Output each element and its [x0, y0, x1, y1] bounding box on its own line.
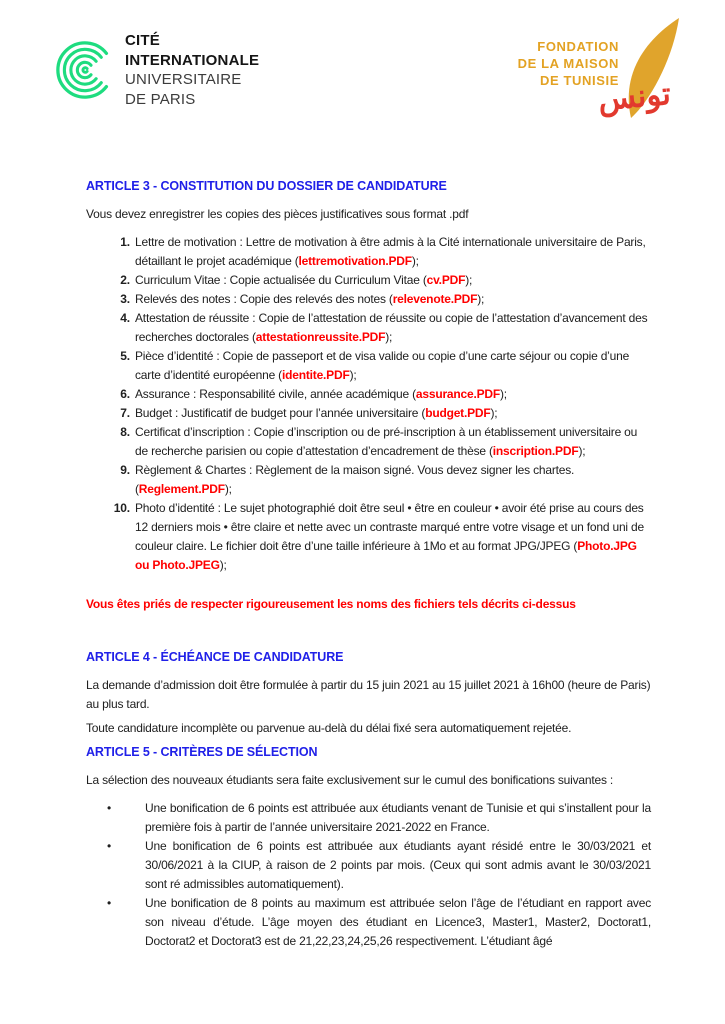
- attachment-description-end: );: [578, 444, 586, 458]
- attachment-item: [133, 271, 651, 290]
- bonus-item: [107, 799, 651, 837]
- attachment-description: Pièce d’identité : Copie de passeport et de visa valide ou copie d’une carte séjour ou copie d’une carte d’identité européenne (: [135, 349, 630, 382]
- attachment-item: [133, 423, 651, 461]
- attachment-item: [133, 347, 651, 385]
- bonus-item: [107, 837, 651, 894]
- bullet-icon: •: [107, 801, 112, 815]
- attachment-filename: relevenote.PDF: [392, 292, 478, 306]
- attachment-item: [133, 309, 651, 347]
- attachment-description: Certificat d’inscription : Copie d’inscription ou de pré-inscription à un établissement universitaire ou de recherche parisien ou copie d’attestation d’encadrement de thèse (: [135, 425, 638, 458]
- attachment-filename: lettremotivation.PDF: [298, 254, 412, 268]
- bonus-item-text: Une bonification de 6 points est attribuée aux étudiants ayant résidé entre le 30/03/2021 et 30/06/2021 à la CIUP, à raison de 2 points par mois. (Ceux qui sont admis avant le 30/03/2021 sont ré admissibles automatiquement).: [145, 839, 651, 891]
- attachment-list: [86, 233, 651, 575]
- article5-title: ARTICLE 5 - CRITÈRES DE SÉLECTION: [86, 745, 318, 759]
- attachment-description-end: );: [500, 387, 507, 401]
- attachment-item: [133, 233, 651, 271]
- fmt-line-maison: DE LA MAISON: [517, 56, 619, 71]
- attachment-filename: budget.PDF: [425, 406, 491, 420]
- article4-rejection-para: Toute candidature incomplète ou parvenue au-delà du délai fixé sera automatiquement rejetée.: [86, 721, 572, 735]
- article3-title: ARTICLE 3 - CONSTITUTION DU DOSSIER DE CANDIDATURE: [86, 179, 447, 193]
- attachment-filename: assurance.PDF: [415, 387, 501, 401]
- fmt-line-fondation: FONDATION: [537, 39, 619, 54]
- ciup-line-internationale: INTERNATIONALE: [125, 51, 260, 69]
- attachment-filename: attestationreussite.PDF: [255, 330, 386, 344]
- attachment-description: Attestation de réussite : Copie de l’attestation de réussite ou copie de l’attestation d’avancement des recherches doctorales (: [135, 311, 648, 344]
- attachment-filename: inscription.PDF: [492, 444, 579, 458]
- ciup-line-cite: CITÉ: [125, 32, 160, 49]
- attachment-item: [133, 290, 651, 309]
- attachment-filename: Reglement.PDF: [138, 482, 225, 496]
- article4-title: ARTICLE 4 - ÉCHÉANCE DE CANDIDATURE: [86, 650, 344, 664]
- attachment-description: Photo d’identité : Le sujet photographié doit être seul • être en couleur • avoir été prise au cours des 12 derniers mois • être claire et nette avec un contraste marqué entre votre visage et un fond uni de couleur claire. Le fichier doit être d’une taille inférieure à 1Mo et au format JPG/JPEG (: [135, 501, 644, 553]
- attachment-description: Budget : Justificatif de budget pour l’année universitaire (: [135, 406, 426, 420]
- attachment-item: [133, 499, 651, 575]
- filenames-warning: Vous êtes priés de respecter rigoureusement les noms des fichiers tels décrits ci-dessus: [86, 597, 576, 611]
- attachment-description: Règlement & Chartes : Règlement de la maison signé. Vous devez signer les chartes. (: [135, 463, 575, 496]
- bonus-list: [86, 799, 651, 951]
- attachment-description-end: );: [224, 482, 232, 496]
- fmt-line-tunisie: DE TUNISIE: [540, 73, 619, 88]
- attachment-description-end: );: [349, 368, 357, 382]
- bullet-icon: •: [107, 839, 112, 853]
- attachment-description: Assurance : Responsabilité civile, année académique (: [135, 387, 416, 401]
- article3-intro: Vous devez enregistrer les copies des pièces justificatives sous format .pdf: [86, 207, 469, 221]
- attachment-filename: Photo.JPG ou Photo.JPEG: [135, 539, 637, 572]
- bullet-icon: •: [107, 896, 112, 910]
- attachment-description: Relevés des notes : Copie des relevés des notes (: [135, 292, 393, 306]
- attachment-description-end: );: [385, 330, 393, 344]
- attachment-item: [133, 385, 651, 404]
- tunis-arabic-calligraphy: تونس: [596, 75, 673, 118]
- attachment-item: [133, 404, 651, 423]
- attachment-description: Lettre de motivation : Lettre de motivation à être admis à la Cité internationale universitaire de Paris, détaillant le projet académique (: [135, 235, 646, 268]
- ciup-line-de-paris: DE PARIS: [125, 90, 196, 108]
- bonus-item-text: Une bonification de 6 points est attribuée aux étudiants venant de Tunisie et qui s’installent pour la première fois à partir de l’année universitaire 2021-2022 en France.: [145, 801, 651, 834]
- attachment-description-end: );: [219, 558, 227, 572]
- bonus-item-text: Une bonification de 8 points au maximum est attribuée selon l’âge de l’étudiant en rapport avec son niveau d’étude. L’âge moyen des étudiant en Licence3, Master1, Master2, Doctorat1, Doctorat2 et Doctorat3 est de 21,22,23,24,25,26 respectivement. L’étudiant âgé: [145, 896, 651, 948]
- attachment-description: Curriculum Vitae : Copie actualisée du Curriculum Vitae (: [135, 273, 427, 287]
- article4-deadline-para: La demande d’admission doit être formulée à partir du 15 juin 2021 au 15 juillet 2021 à 16h00 (heure de Paris) au plus tard.: [86, 678, 651, 711]
- attachment-filename: identite.PDF: [281, 368, 350, 382]
- attachment-item: [133, 461, 651, 499]
- attachment-filename: cv.PDF: [426, 273, 466, 287]
- bonus-item: [107, 894, 651, 951]
- attachment-description-end: );: [477, 292, 485, 306]
- attachment-description-end: );: [411, 254, 419, 268]
- attachment-description-end: );: [465, 273, 473, 287]
- article5-intro: La sélection des nouveaux étudiants sera faite exclusivement sur le cumul des bonifications suivantes :: [86, 773, 614, 787]
- ciup-line-universitaire: UNIVERSITAIRE: [125, 71, 242, 88]
- attachment-description-end: );: [490, 406, 498, 420]
